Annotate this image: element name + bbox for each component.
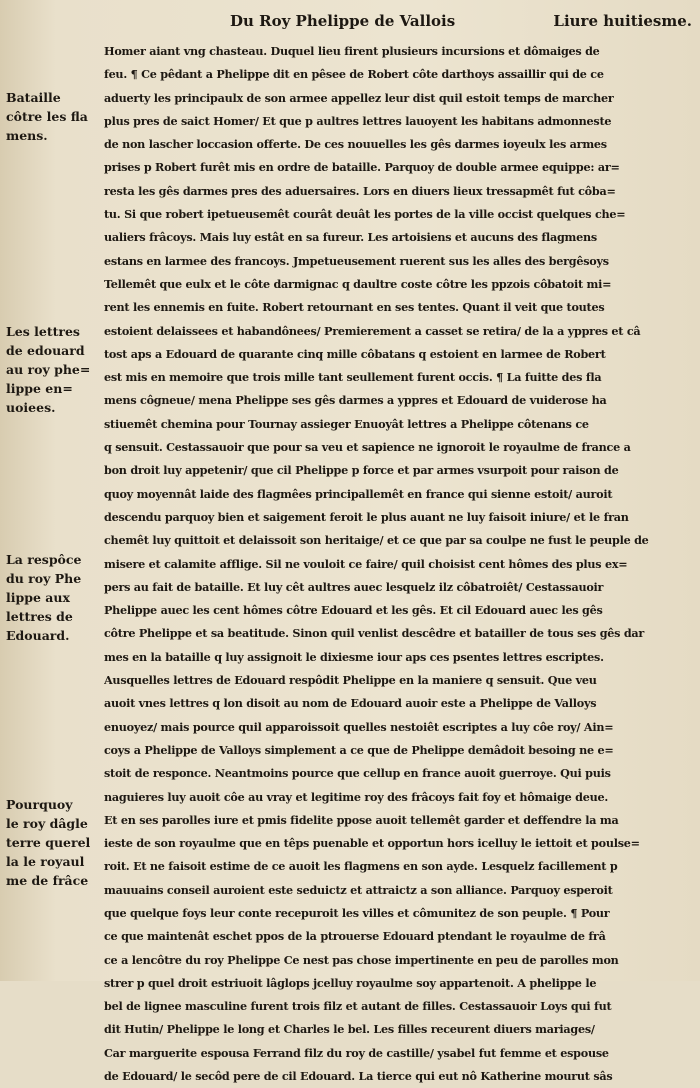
text-line: bon droit luy appetenir/ que cil Phelippe p force et par armes vsurpoit pour raison de <box>104 463 619 478</box>
text-line: coys a Phelippe de Valloys simplement a ce que de Phelippe demâdoit besoing ne e= <box>104 742 614 757</box>
text-line: rent les ennemis en fuite. Robert retournant en ses tentes. Quant il veit que toutes <box>104 300 605 315</box>
text-line: misere et calamite afflige. Sil ne vouloit ce faire/ quil choisist cent hômes des plus ex= <box>104 556 628 571</box>
text-line: strer p quel droit estriuoit lâglops jcelluy royaulme soy appartenoit. A phelippe le <box>104 975 597 990</box>
text-line: resta les gês darmes pres des aduersaires. Lors en diuers lieux tressapmêt fut côba= <box>104 183 616 198</box>
running-header <box>230 12 692 36</box>
margin-note-battle: Bataille côtre les fla mens. <box>6 90 88 143</box>
text-line: de Edouard/ le secôd pere de cil Edouard. La tierce qui eut nô Katherine mourut sâs <box>104 1069 613 1084</box>
text-line: estoient delaissees et habandônees/ Premierement a casset se retira/ de la a yppres et câ <box>104 323 641 338</box>
text-line: stiuemêt chemina pour Tournay assieger Enuoyât lettres a Phelippe côtenans ce <box>104 416 589 431</box>
text-line: bel de lignee masculine furent trois filz et autant de filles. Cestassauoir Loys qui fut <box>104 999 612 1014</box>
text-line: estans en larmee des francoys. Jmpetueusement ruerent sus les alles des bergêsoys <box>104 253 609 268</box>
text-line: aduerty les principaulx de son armee appellez leur dist quil estoit temps de marcher <box>104 90 614 105</box>
margin-note-edouard-letters: Les lettres de edouard au roy phe= lippe en= uoiees. <box>6 324 91 415</box>
text-line: plus pres de saict Homer/ Et que p aultres lettres lauoyent les habitans admonneste <box>104 113 612 128</box>
text-line: mens côgneue/ mena Phelippe ses gês darmes a yppres et Edouard de vuiderose ha <box>104 393 607 408</box>
text-line: que quelque foys leur conte recepuroit les villes et cômunitez de son peuple. ¶ Pour <box>104 905 610 920</box>
text-line: ieste de son royaulme que en têps puenable et opportun hors icelluy le iettoit et poulse= <box>104 836 640 851</box>
text-line: ualiers frâcoys. Mais luy estât en sa fureur. Les artoisiens et aucuns des flagmens <box>104 230 597 245</box>
text-line: côtre Phelippe et sa beatitude. Sinon quil venlist descêdre et batailler de tous ses gês dar <box>104 626 645 641</box>
margin-note-why-quarrel: Pourquoy le roy dâgle terre querel la le royaul me de frâce <box>6 797 91 888</box>
text-line: dit Hutin/ Phelippe le long et Charles le bel. Les filles receurent diuers mariages/ <box>104 1022 595 1037</box>
book-number: Liure huitiesme. <box>553 12 692 30</box>
text-line: ce a lencôtre du roy Phelippe Ce nest pas chose impertinente en peu de parolles mon <box>104 952 619 967</box>
text-line: enuoyez/ mais pource quil apparoissoit quelles nestoiêt escriptes a luy côe roy/ Ain= <box>104 719 614 734</box>
text-line: naguieres luy auoit côe au vray et legitime roy des frâcoys fait foy et hômaige deue. <box>104 789 608 804</box>
body-text <box>104 40 692 1088</box>
text-line: prises p Robert furêt mis en ordre de bataille. Parquoy de double armee equippe: ar= <box>104 160 620 175</box>
text-line: chemêt luy quittoit et delaissoit son heritaige/ et ce que par sa coulpe ne fust le peuple de <box>104 533 649 548</box>
text-line: quoy moyennât laide des flagmêes principallemêt en france qui sienne estoit/ auroit <box>104 486 613 501</box>
text-line: mauuains conseil auroient este seduictz et attraictz a son alliance. Parquoy esperoit <box>104 882 613 897</box>
text-line: stoit de responce. Neantmoins pource que cellup en france auoit guerroye. Qui puis <box>104 766 611 781</box>
text-line: roit. Et ne faisoit estime de ce auoit les flagmens en son ayde. Lesquelz facillement p <box>104 859 618 874</box>
text-line: ce que maintenât eschet ppos de la ptrouerse Edouard ptendant le royaulme de frâ <box>104 929 606 944</box>
text-line: est mis en memoire que trois mille tant seullement furent occis. ¶ La fuitte des fla <box>104 370 602 385</box>
running-title: Du Roy Phelippe de Vallois <box>230 12 456 30</box>
text-line: pers au fait de bataille. Et luy cêt aultres auec lesquelz ilz côbatroiêt/ Cestassauoir <box>104 579 604 594</box>
text-line: Phelippe auec les cent hômes côtre Edouard et les gês. Et cil Edouard auec les gês <box>104 603 603 618</box>
text-line: Ausquelles lettres de Edouard respôdit Phelippe en la maniere q sensuit. Que veu <box>104 673 597 688</box>
text-line: tost aps a Edouard de quarante cinq mille côbatans q estoient en larmee de Robert <box>104 346 606 361</box>
text-line: auoit vnes lettres q lon disoit au nom de Edouard auoir este a Phelippe de Valloys <box>104 696 597 711</box>
text-line: de non lascher loccasion offerte. De ces nouuelles les gês darmes ioyeulx les armes <box>104 137 607 152</box>
text-line: Tellemêt que eulx et le côte darmignac q daultre coste côtre les ppzois côbatoit mi= <box>104 276 612 291</box>
text-line: q sensuit. Cestassauoir que pour sa veu et sapience ne ignoroit le royaulme de france a <box>104 440 631 455</box>
text-line: mes en la bataille q luy assignoit le dixiesme iour aps ces psentes lettres escriptes. <box>104 649 604 664</box>
text-line: Et en ses parolles iure et pmis fidelite ppose auoit tellemêt garder et deffendre la ma <box>104 812 619 827</box>
text-line: Car marguerite espousa Ferrand filz du roy de castille/ ysabel fut femme et espouse <box>104 1045 609 1060</box>
text-line: feu. ¶ Ce pêdant a Phelippe dit en pêsee de Robert côte darthoys assaillir qui de ce <box>104 67 604 82</box>
text-line: Homer aiant vng chasteau. Duquel lieu firent plusieurs incursions et dômaiges de <box>104 44 600 58</box>
margin-note-philippe-reply: La respôce du roy Phe lippe aux lettres de Edouard. <box>6 552 82 643</box>
text-line: descendu parquoy bien et saigement feroit le plus auant ne luy faisoit iniure/ et le fran <box>104 509 629 524</box>
text-line: tu. Si que robert ipetueusemêt courât deuât les portes de la ville occist quelques che= <box>104 207 626 222</box>
